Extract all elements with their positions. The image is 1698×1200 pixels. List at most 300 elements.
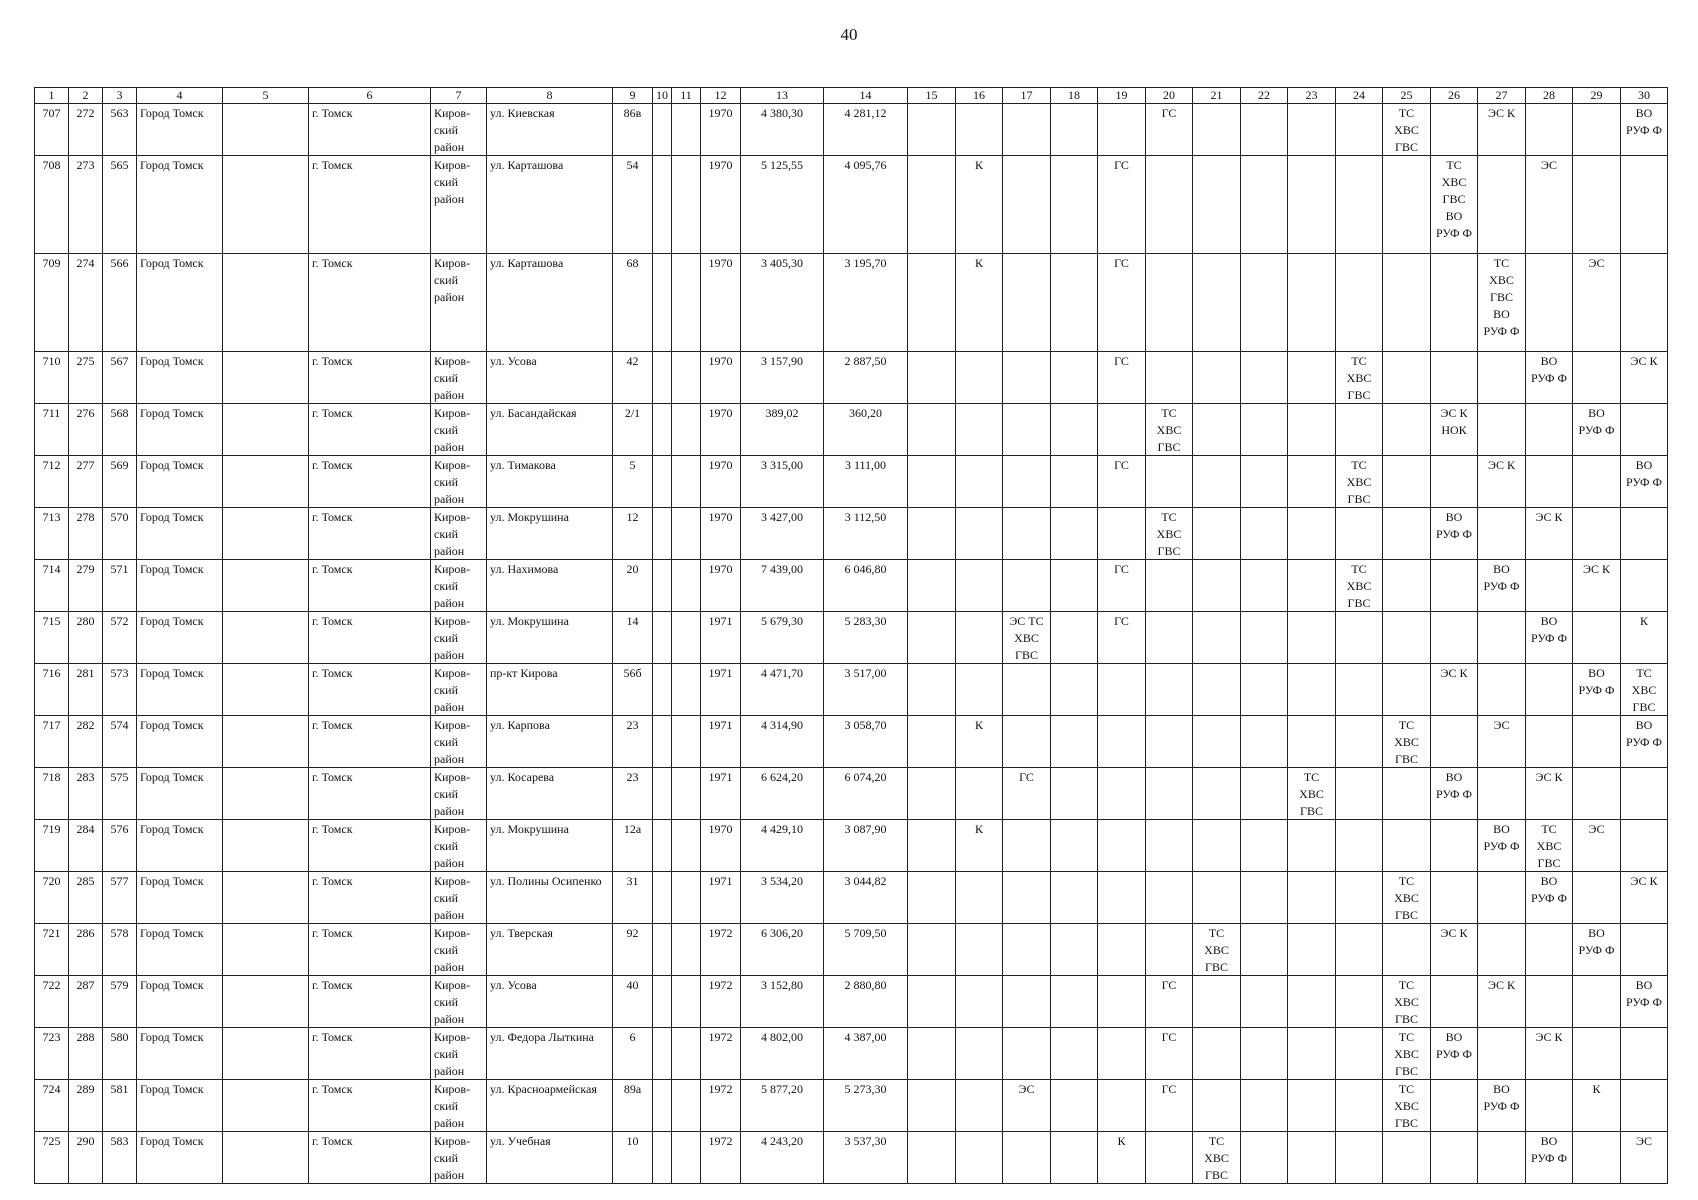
cell-col-30 (1621, 768, 1668, 820)
cell-col-15 (908, 104, 956, 156)
cell-col-2 (69, 768, 103, 820)
cell-col-3 (103, 1080, 137, 1132)
cell-col-4 (137, 716, 223, 768)
cell-col-30 (1621, 664, 1668, 716)
cell-text: 572 (110, 614, 129, 628)
cell-line: ГВС (1395, 752, 1418, 766)
cell-col-26 (1431, 456, 1478, 508)
cell-text: г. Томск (312, 106, 353, 120)
cell-text (223, 104, 308, 105)
column-header-9: 9 (613, 88, 653, 104)
cell-text: 719 (42, 822, 61, 836)
cell-text (672, 872, 700, 873)
cell-line: Киров- (434, 158, 471, 172)
cell-col-23 (1288, 104, 1336, 156)
cell-col-24 (1336, 716, 1383, 768)
cell-line: ГС (1114, 158, 1129, 172)
cell-col-19 (1098, 1132, 1146, 1184)
cell-col-5 (223, 156, 309, 254)
cell-col-8 (487, 976, 613, 1028)
cell-text: ул. Басандайская (490, 406, 577, 420)
cell-col-11 (672, 664, 701, 716)
cell-col-23 (1288, 612, 1336, 664)
cell-col-12 (701, 560, 741, 612)
cell-col-2 (69, 664, 103, 716)
cell-line: Киров- (434, 562, 471, 576)
cell-text (672, 156, 700, 157)
cell-text: Город Томск (140, 158, 204, 172)
cell-col-9 (613, 508, 653, 560)
cell-text: 6 306,20 (761, 926, 803, 940)
cell-text: 279 (76, 562, 95, 576)
cell-col-11 (672, 560, 701, 612)
cell-col-10 (653, 508, 672, 560)
cell-col-27 (1478, 976, 1526, 1028)
cell-col-5 (223, 664, 309, 716)
cell-col-28 (1526, 104, 1573, 156)
cell-text: 3 405,30 (761, 256, 803, 270)
cell-text: Город Томск (140, 614, 204, 628)
cell-col-12 (701, 404, 741, 456)
cell-col-26 (1431, 976, 1478, 1028)
cell-line: ский (434, 1099, 458, 1113)
cell-col-20 (1146, 352, 1193, 404)
cell-col-21 (1193, 156, 1241, 254)
cell-col-12 (701, 352, 741, 404)
column-header-23: 23 (1288, 88, 1336, 104)
cell-col-3 (103, 768, 137, 820)
cell-text: г. Томск (312, 562, 353, 576)
cell-line: ХВС (1394, 995, 1419, 1009)
housing-register-table (34, 87, 1668, 1184)
cell-col-22 (1241, 664, 1288, 716)
cell-col-17 (1003, 872, 1051, 924)
cell-text: ул. Мокрушина (490, 510, 569, 524)
cell-col-13 (741, 456, 824, 508)
cell-col-6 (309, 768, 431, 820)
cell-col-24 (1336, 872, 1383, 924)
cell-col-7 (431, 716, 487, 768)
cell-text: 578 (110, 926, 129, 940)
cell-text: 5 679,30 (761, 614, 803, 628)
cell-col-30 (1621, 1028, 1668, 1080)
cell-text: 723 (42, 1030, 61, 1044)
cell-text: 574 (110, 718, 129, 732)
cell-col-21 (1193, 352, 1241, 404)
cell-line: Киров- (434, 614, 471, 628)
cell-text: г. Томск (312, 718, 353, 732)
cell-line: район (434, 700, 465, 714)
cell-line: ТС (1161, 406, 1177, 420)
cell-line: ТС (1541, 822, 1557, 836)
cell-col-11 (672, 924, 701, 976)
cell-text: г. Томск (312, 1030, 353, 1044)
cell-line: ЭС (1588, 822, 1605, 836)
cell-col-26 (1431, 820, 1478, 872)
cell-col-14 (824, 560, 908, 612)
cell-col-28 (1526, 1080, 1573, 1132)
cell-col-16 (956, 664, 1003, 716)
cell-col-19 (1098, 404, 1146, 456)
cell-col-8 (487, 1132, 613, 1184)
cell-col-12 (701, 872, 741, 924)
cell-col-4 (137, 404, 223, 456)
cell-line: ГС (1161, 106, 1177, 120)
cell-col-29 (1573, 664, 1621, 716)
cell-col-8 (487, 456, 613, 508)
cell-col-5 (223, 560, 309, 612)
cell-line: ГВС (1347, 492, 1371, 506)
cell-col-9 (613, 872, 653, 924)
cell-col-28 (1526, 1028, 1573, 1080)
cell-text: 5 273,30 (844, 1082, 887, 1096)
cell-col-2 (69, 560, 103, 612)
cell-col-7 (431, 872, 487, 924)
cell-col-2 (69, 1028, 103, 1080)
cell-col-19 (1098, 456, 1146, 508)
cell-col-13 (741, 404, 824, 456)
cell-col-29 (1573, 924, 1621, 976)
cell-col-24 (1336, 404, 1383, 456)
cell-line: ЭС К (1488, 978, 1515, 992)
cell-line: Киров- (434, 1082, 471, 1096)
cell-col-2 (69, 716, 103, 768)
cell-col-8 (487, 612, 613, 664)
cell-col-27 (1478, 1080, 1526, 1132)
cell-col-8 (487, 664, 613, 716)
cell-line: ский (434, 579, 458, 593)
cell-col-9 (613, 664, 653, 716)
cell-col-10 (653, 612, 672, 664)
cell-col-25 (1383, 820, 1431, 872)
cell-text (672, 1080, 700, 1081)
cell-col-21 (1193, 1080, 1241, 1132)
cell-col-7 (431, 254, 487, 352)
cell-text (223, 560, 308, 561)
cell-col-7 (431, 508, 487, 560)
cell-text: 56б (623, 666, 642, 680)
cell-col-10 (653, 254, 672, 352)
cell-col-26 (1431, 664, 1478, 716)
cell-text (223, 254, 308, 255)
column-header-25: 25 (1383, 88, 1431, 104)
cell-col-19 (1098, 1080, 1146, 1132)
cell-line: РУФ Ф (1626, 123, 1662, 137)
cell-text: 718 (42, 770, 61, 784)
cell-text: 711 (42, 406, 61, 420)
column-header-3: 3 (103, 88, 137, 104)
cell-col-4 (137, 104, 223, 156)
cell-col-10 (653, 924, 672, 976)
cell-col-28 (1526, 404, 1573, 456)
cell-line: ский (434, 273, 458, 287)
cell-line: район (434, 596, 465, 610)
cell-text (223, 1028, 308, 1029)
cell-text: 277 (76, 458, 95, 472)
cell-col-24 (1336, 664, 1383, 716)
cell-line: РУФ Ф (1436, 787, 1472, 801)
cell-col-20 (1146, 156, 1193, 254)
cell-col-15 (908, 1080, 956, 1132)
column-header-16: 16 (956, 88, 1003, 104)
cell-col-16 (956, 352, 1003, 404)
cell-col-13 (741, 1028, 824, 1080)
cell-col-14 (824, 456, 908, 508)
cell-col-24 (1336, 560, 1383, 612)
cell-col-4 (137, 508, 223, 560)
cell-text: 575 (110, 770, 129, 784)
cell-col-17 (1003, 1080, 1051, 1132)
cell-col-7 (431, 404, 487, 456)
cell-line: район (434, 1012, 465, 1026)
cell-line: ЭС (1018, 1082, 1035, 1096)
cell-col-14 (824, 508, 908, 560)
cell-col-22 (1241, 560, 1288, 612)
cell-line: ВО (1635, 458, 1653, 472)
cell-col-28 (1526, 352, 1573, 404)
cell-col-24 (1336, 612, 1383, 664)
cell-col-28 (1526, 560, 1573, 612)
cell-text (223, 612, 308, 613)
cell-col-15 (908, 664, 956, 716)
cell-col-13 (741, 612, 824, 664)
cell-line: ВО (1588, 406, 1605, 420)
cell-col-23 (1288, 872, 1336, 924)
cell-col-19 (1098, 872, 1146, 924)
cell-text: 290 (76, 1134, 95, 1148)
cell-line: ГВС (1537, 856, 1561, 870)
cell-line: ГВС (1395, 1012, 1418, 1026)
cell-col-4 (137, 254, 223, 352)
cell-col-10 (653, 1132, 672, 1184)
cell-col-17 (1003, 104, 1051, 156)
cell-col-5 (223, 872, 309, 924)
cell-col-16 (956, 612, 1003, 664)
cell-col-17 (1003, 664, 1051, 716)
cell-line: район (434, 804, 465, 818)
cell-col-10 (653, 768, 672, 820)
cell-line: ЭС К (1440, 926, 1468, 940)
cell-col-20 (1146, 872, 1193, 924)
cell-col-7 (431, 612, 487, 664)
cell-col-7 (431, 768, 487, 820)
cell-col-27 (1478, 456, 1526, 508)
cell-col-5 (223, 716, 309, 768)
column-header-18: 18 (1051, 88, 1098, 104)
cell-col-3 (103, 664, 137, 716)
cell-col-5 (223, 104, 309, 156)
cell-col-13 (741, 560, 824, 612)
cell-col-13 (741, 872, 824, 924)
cell-text: ул. Усова (490, 354, 537, 368)
cell-col-17 (1003, 716, 1051, 768)
cell-line: ский (434, 683, 458, 697)
cell-col-19 (1098, 924, 1146, 976)
cell-col-29 (1573, 254, 1621, 352)
cell-text: 709 (42, 256, 61, 270)
cell-col-30 (1621, 872, 1668, 924)
cell-col-11 (672, 352, 701, 404)
cell-text (653, 1028, 671, 1029)
cell-text: 3 111,00 (844, 458, 887, 472)
column-header-22: 22 (1241, 88, 1288, 104)
cell-line: РУФ Ф (1531, 371, 1567, 385)
cell-line: ГВС (1300, 804, 1323, 818)
cell-col-25 (1383, 768, 1431, 820)
cell-col-8 (487, 924, 613, 976)
cell-col-9 (613, 716, 653, 768)
cell-col-9 (613, 612, 653, 664)
cell-col-20 (1146, 820, 1193, 872)
cell-col-20 (1146, 664, 1193, 716)
cell-col-11 (672, 872, 701, 924)
column-header-8: 8 (487, 88, 613, 104)
cell-col-26 (1431, 560, 1478, 612)
cell-text (223, 976, 308, 977)
cell-col-5 (223, 508, 309, 560)
cell-col-11 (672, 156, 701, 254)
cell-col-10 (653, 820, 672, 872)
table-row (35, 560, 1668, 612)
cell-col-30 (1621, 352, 1668, 404)
cell-line: РУФ Ф (1626, 735, 1662, 749)
cell-col-2 (69, 872, 103, 924)
cell-text (653, 560, 671, 561)
cell-line: ГВС (1015, 648, 1038, 662)
cell-line: ВО (1493, 562, 1510, 576)
cell-col-3 (103, 352, 137, 404)
cell-text (223, 768, 308, 769)
cell-text: 4 095,76 (844, 158, 887, 172)
cell-col-9 (613, 404, 653, 456)
cell-col-17 (1003, 1028, 1051, 1080)
cell-line: РУФ Ф (1483, 579, 1520, 593)
cell-line: ЭС ТС (1009, 614, 1044, 628)
cell-col-21 (1193, 404, 1241, 456)
cell-line: ский (434, 995, 458, 1009)
cell-col-29 (1573, 156, 1621, 254)
table-row (35, 104, 1668, 156)
cell-col-9 (613, 976, 653, 1028)
cell-line: ТС (1351, 562, 1367, 576)
cell-col-8 (487, 104, 613, 156)
cell-col-8 (487, 820, 613, 872)
cell-col-2 (69, 156, 103, 254)
cell-col-17 (1003, 560, 1051, 612)
cell-text: 1972 (708, 1134, 733, 1148)
cell-text: г. Томск (312, 458, 353, 472)
cell-col-19 (1098, 104, 1146, 156)
cell-col-22 (1241, 976, 1288, 1028)
cell-line: ГВС (1395, 1116, 1418, 1130)
cell-col-19 (1098, 820, 1146, 872)
cell-line: ский (434, 943, 458, 957)
cell-text (653, 1080, 671, 1081)
cell-col-18 (1051, 612, 1098, 664)
cell-col-2 (69, 508, 103, 560)
cell-col-8 (487, 352, 613, 404)
cell-line: ХВС (1631, 683, 1657, 697)
cell-text: Город Томск (140, 406, 204, 420)
cell-line: ский (434, 839, 458, 853)
cell-text: 5 709,50 (844, 926, 887, 940)
cell-col-12 (701, 664, 741, 716)
cell-col-9 (613, 560, 653, 612)
cell-col-15 (908, 820, 956, 872)
cell-col-7 (431, 976, 487, 1028)
cell-text (653, 872, 671, 873)
cell-col-14 (824, 924, 908, 976)
cell-line: ТС (1351, 458, 1367, 472)
cell-line: ВО (1445, 770, 1463, 784)
cell-text (653, 664, 671, 665)
cell-text: 272 (76, 106, 95, 120)
cell-line: ХВС (1489, 273, 1514, 287)
cell-col-1 (35, 716, 69, 768)
cell-col-27 (1478, 924, 1526, 976)
cell-col-14 (824, 1080, 908, 1132)
cell-text (672, 820, 700, 821)
cell-col-8 (487, 404, 613, 456)
cell-col-30 (1621, 156, 1668, 254)
cell-text (672, 924, 700, 925)
cell-col-13 (741, 716, 824, 768)
cell-col-3 (103, 1132, 137, 1184)
cell-line: ГС (1019, 770, 1034, 784)
cell-col-6 (309, 612, 431, 664)
cell-col-20 (1146, 1080, 1193, 1132)
cell-col-28 (1526, 768, 1573, 820)
cell-col-1 (35, 612, 69, 664)
page-number: 40 (840, 25, 858, 44)
cell-col-12 (701, 508, 741, 560)
cell-text: г. Томск (312, 926, 353, 940)
column-header-4: 4 (137, 88, 223, 104)
cell-line: ХВС (1204, 1151, 1229, 1165)
cell-text: 713 (42, 510, 61, 524)
cell-col-14 (824, 716, 908, 768)
cell-text: 1970 (708, 256, 733, 270)
cell-line: ВО (1445, 1030, 1463, 1044)
cell-text: г. Томск (312, 666, 353, 680)
cell-text: 278 (76, 510, 95, 524)
cell-col-1 (35, 156, 69, 254)
cell-col-15 (908, 872, 956, 924)
cell-text (672, 1028, 700, 1029)
cell-line: ТС (1303, 770, 1320, 784)
cell-text: 563 (110, 106, 129, 120)
cell-col-6 (309, 1028, 431, 1080)
cell-text: 565 (110, 158, 129, 172)
cell-text: 360,20 (849, 406, 882, 420)
cell-line: ГС (1161, 978, 1177, 992)
cell-text: 724 (42, 1082, 61, 1096)
cell-col-26 (1431, 156, 1478, 254)
cell-line: ЭС К (1488, 458, 1515, 472)
cell-col-6 (309, 104, 431, 156)
column-header-11: 11 (672, 88, 701, 104)
cell-line: ГВС (1395, 1064, 1418, 1078)
cell-line: К (974, 256, 983, 270)
cell-col-16 (956, 1028, 1003, 1080)
cell-text: Город Томск (140, 978, 204, 992)
cell-line: ТС (1398, 106, 1415, 120)
cell-col-19 (1098, 352, 1146, 404)
cell-col-25 (1383, 924, 1431, 976)
cell-line: К (974, 718, 983, 732)
cell-col-15 (908, 156, 956, 254)
cell-text (672, 716, 700, 717)
